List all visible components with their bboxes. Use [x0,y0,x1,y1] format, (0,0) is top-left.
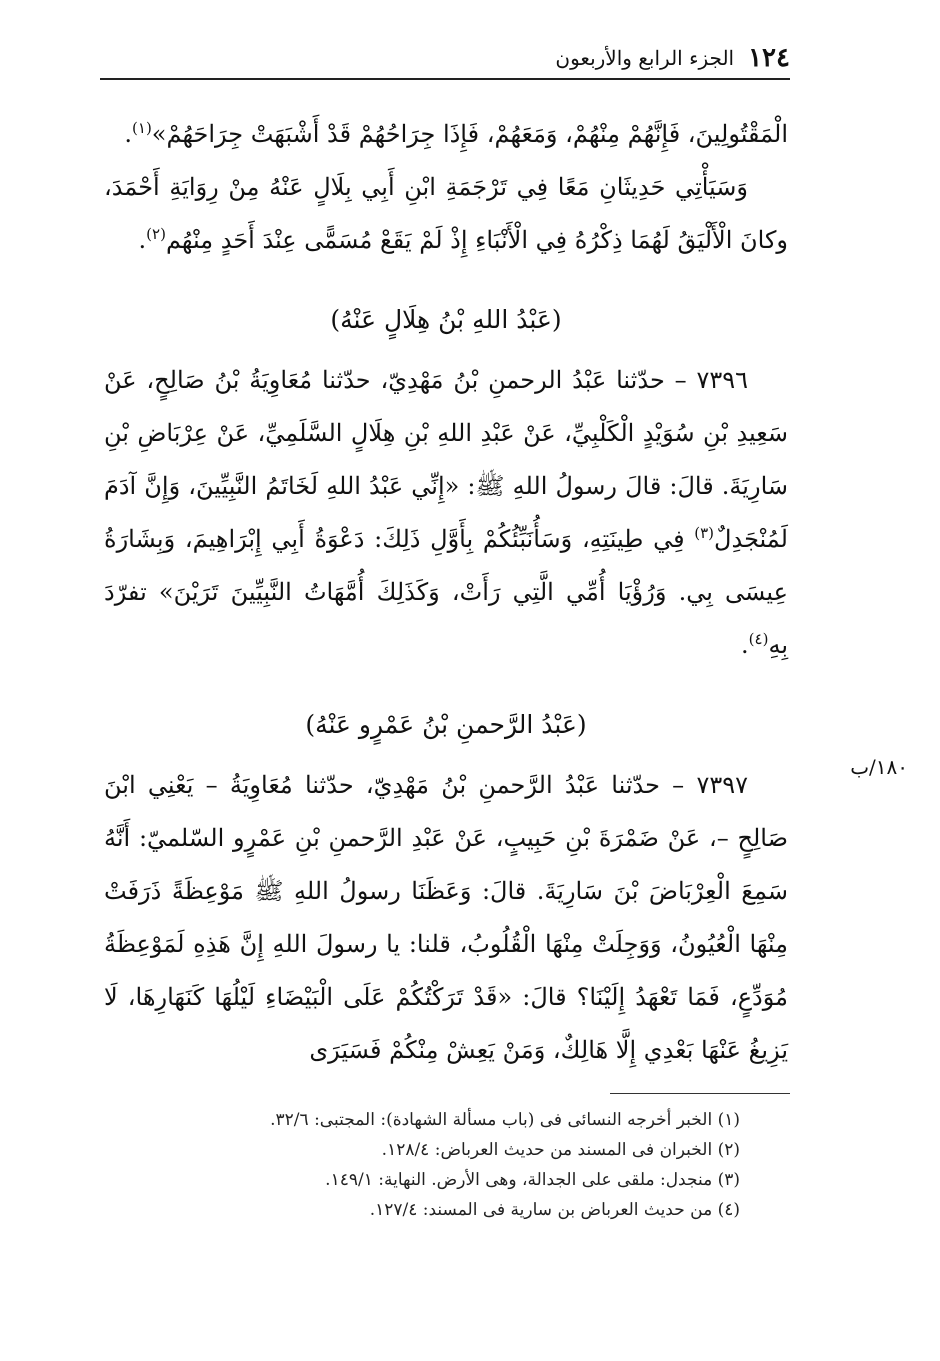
running-title: الجزء الرابع والأربعون [555,46,735,70]
footnotes [150,1105,740,1225]
manuscript-folio-note: ١٨٠/ب [850,755,908,779]
footnote-3: (٣) منجدل: ملقى على الجدالة، وهى الأرض. النهاية: ١٤٩/١. [325,1170,740,1190]
footnote-4: (٤) من حديث العرباض بن سارية فى المسند: ١٢٧/٤. [369,1200,740,1220]
footnote-ref-3: (٣) [694,524,715,542]
footnote-divider [610,1093,790,1094]
footnote-2: (٢) الخبران فى المسند من حديث العرباض: ١٢٨/٤. [381,1140,740,1160]
hadith-7397: ٧٣٩٧ – حدّثنا عَبْدُ الرَّحمنِ بْنُ مَهْدِيّ، حدّثنا مُعَاوِيَةُ – يَعْنِي ابْنَ صَالِحٍ –، عَنْ ضَمْرَةَ بْنِ حَبِيبٍ، عَنْ عَبْدِ الرَّحمنِ بْنِ عَمْرٍو السّلميّ: أَنَّهُ سَمِعَ الْعِرْبَاضَ بْنَ سَارِيَةَ. قالَ: وَعَظَنَا رسولُ اللهِ ﷺ مَوْعِظَةً ذَرَفَتْ مِنْهَا الْعُيُونُ، وَوَجِلَتْ مِنْهَا الْقُلُوبُ، قلنا: يا رسولَ اللهِ إِنَّ هَذِهِ لَمَوْعِظَةُ مُوَدِّعٍ، فَمَا تَعْهَدُ إِلَيْنَا؟ قالَ: «قَدْ تَرَكْتُكُمْ عَلَى الْبَيْضَاءِ لَيْلُهَا كَنَهَارِهَا، لَا يَزِيغُ عَنْهَا بَعْدِي إِلَّا هَالِكٌ، وَمَنْ يَعِشْ مِنْكُمْ فَسَيَرَى [104,771,788,1064]
footnote-ref-1: (١) [132,119,152,137]
paragraph-2: وَسَيَأْتِي حَدِيثَانِ مَعًا فِي تَرْجَمَةِ ابْنِ أَبِي بِلَالٍ عَنْهُ مِنْ رِوَايَةِ أَحْمَدَ، وكانَ الْأَلْيَقُ لَهُمَا ذِكْرُهُ فِي الْأَنْبَاءِ إِذْ لَمْ يَقَعْ مُسَمًّى عِنْدَ أَحَدٍ مِنْهُم$^{(٢)}$. [104,173,788,254]
paragraph-1: الْمَقْتُولِينَ، فَإِنَّهُمْ مِنْهُمْ، وَمَعَهُمْ، فَإِذَا جِرَاحُهُمْ قَدْ أَشْبَهَتْ جِرَاحَهُمْ»$^{(١)}$. [124,119,788,148]
footnote-ref-4: (٤) [748,630,769,648]
main-text [104,108,788,1077]
page-header [100,38,790,80]
footnote-1: (١) الخبر أخرجه النسائى فى (باب مسألة الشهادة): المجتبى: ٣٢/٦. [270,1110,740,1130]
hadith-7396: ٧٣٩٦ – حدّثنا عَبْدُ الرحمنِ بْنُ مَهْدِيّ، حدّثنا مُعَاوِيَةُ بْنُ صَالِحٍ، عَنْ سَعِيدِ بْنِ سُوَيْدٍ الْكَلْبِيِّ، عَنْ عَبْدِ اللهِ بْنِ هِلَالٍ السَّلَمِيِّ، عَنْ عِرْبَاضِ بْنِ سَارِيَةَ. قالَ: قالَ رسولُ اللهِ ﷺ: «إِنِّي عَبْدُ اللهِ لَخَاتَمُ النَّبِيِّينَ، وَإِنَّ آدَمَ لَمُنْجَدِلٌ$^{(٣)}$ فِي طِينَتِهِ، وَسَأُنَبِّئُكُمْ بِأَوَّلِ ذَلِكَ: دَعْوَةُ أَبِي إِبْرَاهِيمَ، وَبِشَارَةُ عِيسَى بِي. وَرُؤْيَا أُمِّي الَّتِي رَأَتْ، وَكَذَلِكَ أُمَّهَاتُ النَّبِيِّينَ تَرَيْنَ» تفرّدَ بِهِ$^{(٤)}$. [104,366,788,659]
section-title-abdullah-ibn-hilal: (عَبْدُ اللهِ بْنُ هِلَالٍ عَنْهُ) [330,305,562,334]
page-number: ١٢٤ [748,43,790,73]
footnote-ref-2: (٢) [146,225,166,243]
section-title-abdulrahman-ibn-amr: (عَبْدُ الرَّحمنِ بْنُ عَمْرٍو عَنْهُ) [305,710,587,739]
